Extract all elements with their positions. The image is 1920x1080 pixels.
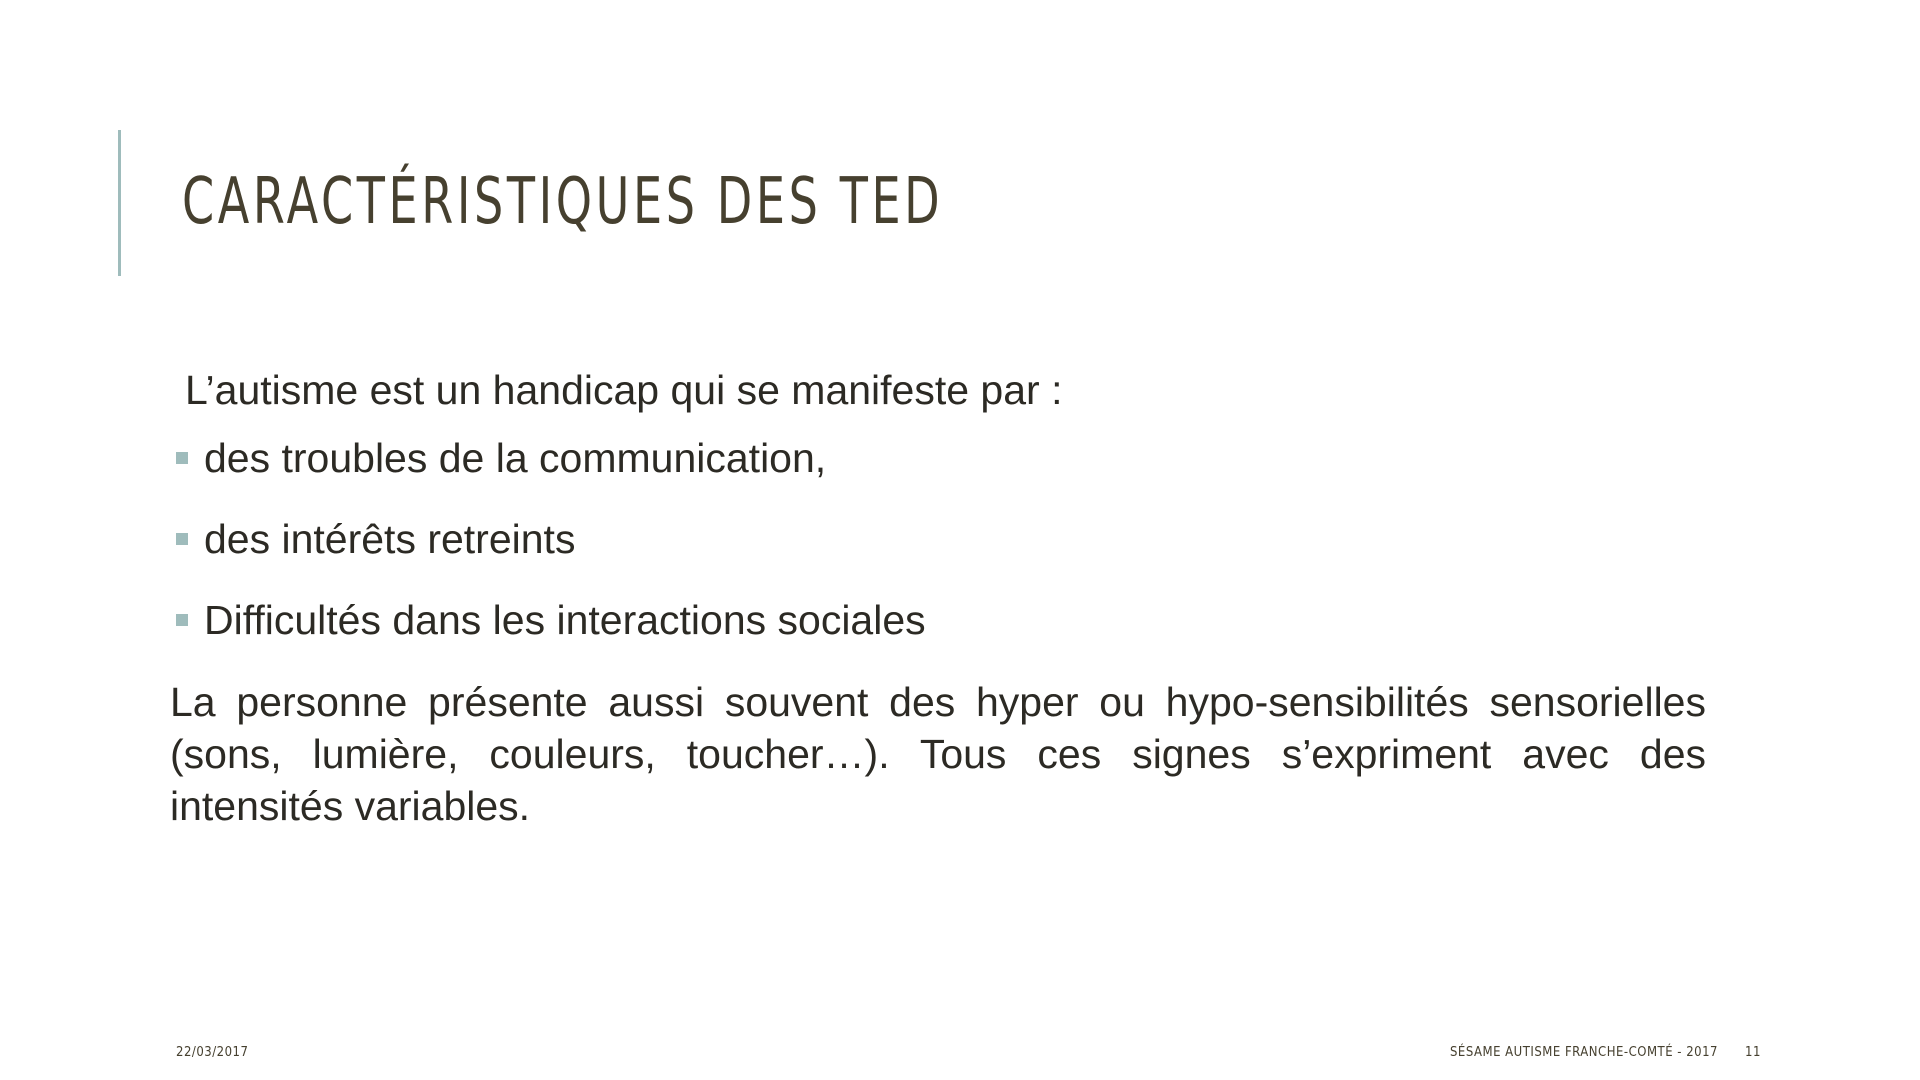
footer-date: 22/03/2017 bbox=[176, 1045, 249, 1060]
bullet-item bbox=[170, 595, 1706, 645]
bullet-text: des troubles de la communication, bbox=[204, 434, 827, 481]
body-paragraph: La personne présente aussi souvent des hyper ou hypo-sensibilités sensorielles (sons, lumière, couleurs, toucher…). Tous ces signes s’expriment avec des intensités variables. bbox=[170, 679, 1706, 829]
square-bullet-icon bbox=[176, 614, 188, 626]
page-number: 11 bbox=[1745, 1045, 1761, 1060]
slide-content bbox=[170, 365, 1706, 832]
footer-organization: SÉSAME AUTISME FRANCHE-COMTÉ - 2017 bbox=[1450, 1045, 1718, 1060]
square-bullet-icon bbox=[176, 452, 188, 464]
title-accent-bar bbox=[118, 130, 121, 276]
square-bullet-icon bbox=[176, 533, 188, 545]
intro-text: L’autisme est un handicap qui se manifeste par : bbox=[185, 367, 1063, 413]
slide-title: CARACTÉRISTIQUES DES TED bbox=[182, 165, 944, 239]
bullet-text: Difficultés dans les interactions sociales bbox=[204, 596, 926, 643]
bullet-item bbox=[170, 514, 1706, 564]
bullet-list bbox=[170, 433, 1706, 645]
bullet-item bbox=[170, 433, 1706, 483]
bullet-text: des intérêts retreints bbox=[204, 515, 576, 562]
